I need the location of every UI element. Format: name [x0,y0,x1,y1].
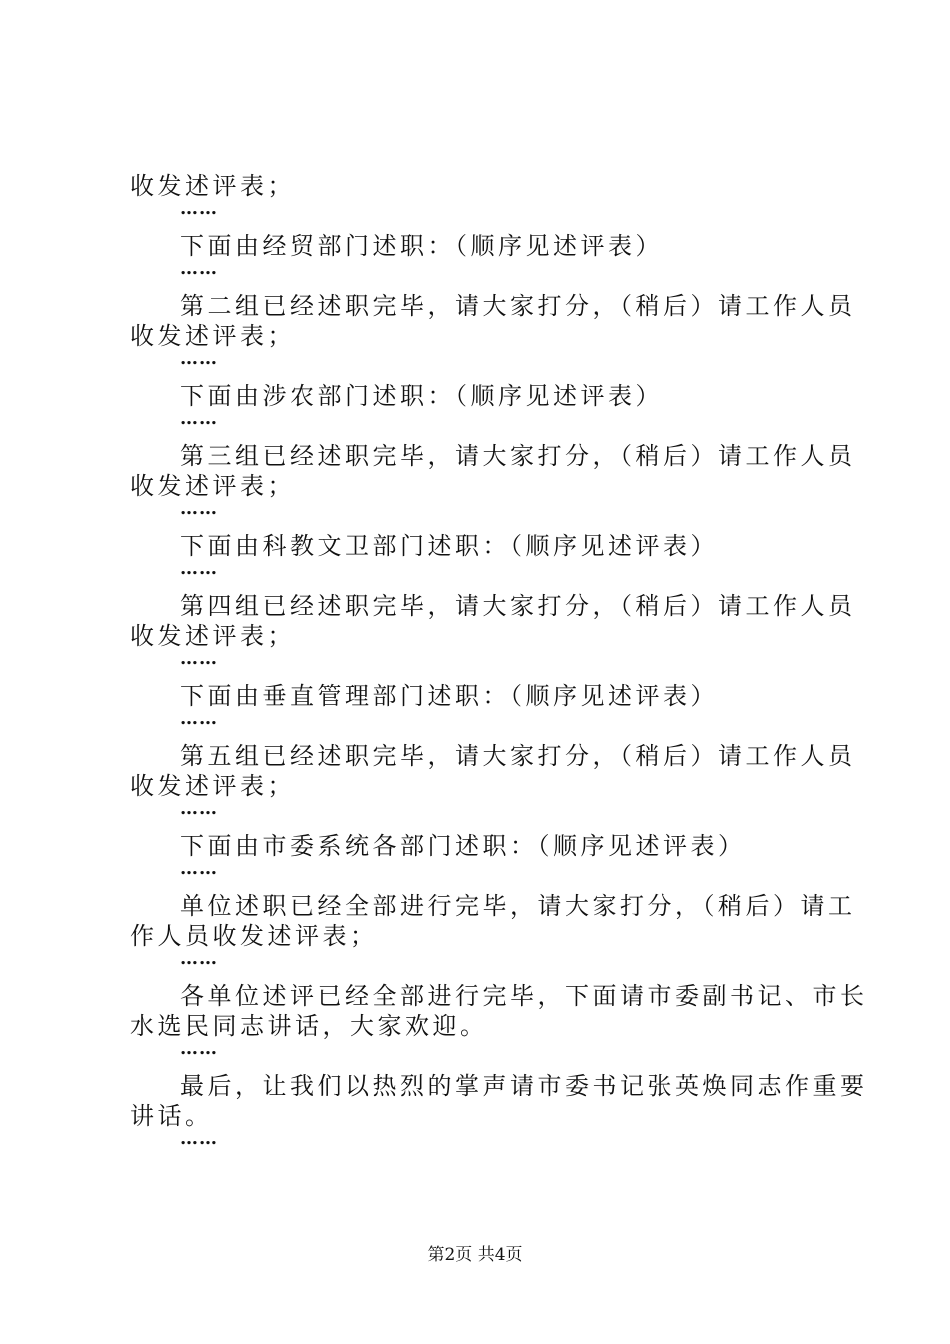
text-line: 收发述评表； [130,772,295,800]
ellipsis-line: …… [180,408,218,429]
text-line: 单位述职已经全部进行完毕，请大家打分，（稍后）请工 [180,892,856,920]
text-line: 下面由涉农部门述职：（顺序见述评表） [180,382,663,410]
text-line: 水选民同志讲话，大家欢迎。 [130,1012,488,1040]
ellipsis-line: …… [180,1128,218,1149]
text-line: 第五组已经述职完毕，请大家打分，（稍后）请工作人员 [180,742,856,770]
ellipsis-line: …… [180,1038,218,1059]
text-line: 第二组已经述职完毕，请大家打分，（稍后）请工作人员 [180,292,856,320]
text-line: 作人员收发述评表； [130,922,378,950]
text-line: 收发述评表； [130,322,295,350]
ellipsis-line: …… [180,498,218,519]
ellipsis-line: …… [180,858,218,879]
text-line: 下面由垂直管理部门述职：（顺序见述评表） [180,682,718,710]
text-line: 收发述评表； [130,622,295,650]
ellipsis-line: …… [180,948,218,969]
ellipsis-line: …… [180,798,218,819]
text-line: 收发述评表； [130,172,295,200]
text-line: 收发述评表； [130,472,295,500]
text-line: 第三组已经述职完毕，请大家打分，（稍后）请工作人员 [180,442,856,470]
text-line: 最后，让我们以热烈的掌声请市委书记张英焕同志作重要 [180,1072,868,1100]
text-line: 下面由市委系统各部门述职：（顺序见述评表） [180,832,746,860]
text-line: 第四组已经述职完毕，请大家打分，（稍后）请工作人员 [180,592,856,620]
text-line: 下面由科教文卫部门述职：（顺序见述评表） [180,532,718,560]
ellipsis-line: …… [180,558,218,579]
text-line: 下面由经贸部门述职：（顺序见述评表） [180,232,663,260]
ellipsis-line: …… [180,258,218,279]
ellipsis-line: …… [180,348,218,369]
text-line: 各单位述评已经全部进行完毕，下面请市委副书记、市长 [180,982,868,1010]
text-line: 讲话。 [130,1102,213,1130]
ellipsis-line: …… [180,648,218,669]
ellipsis-line: …… [180,708,218,729]
page-number-footer: 第2页 共4页 [427,1245,523,1265]
document-body [130,171,868,1161]
ellipsis-line: …… [180,198,218,219]
